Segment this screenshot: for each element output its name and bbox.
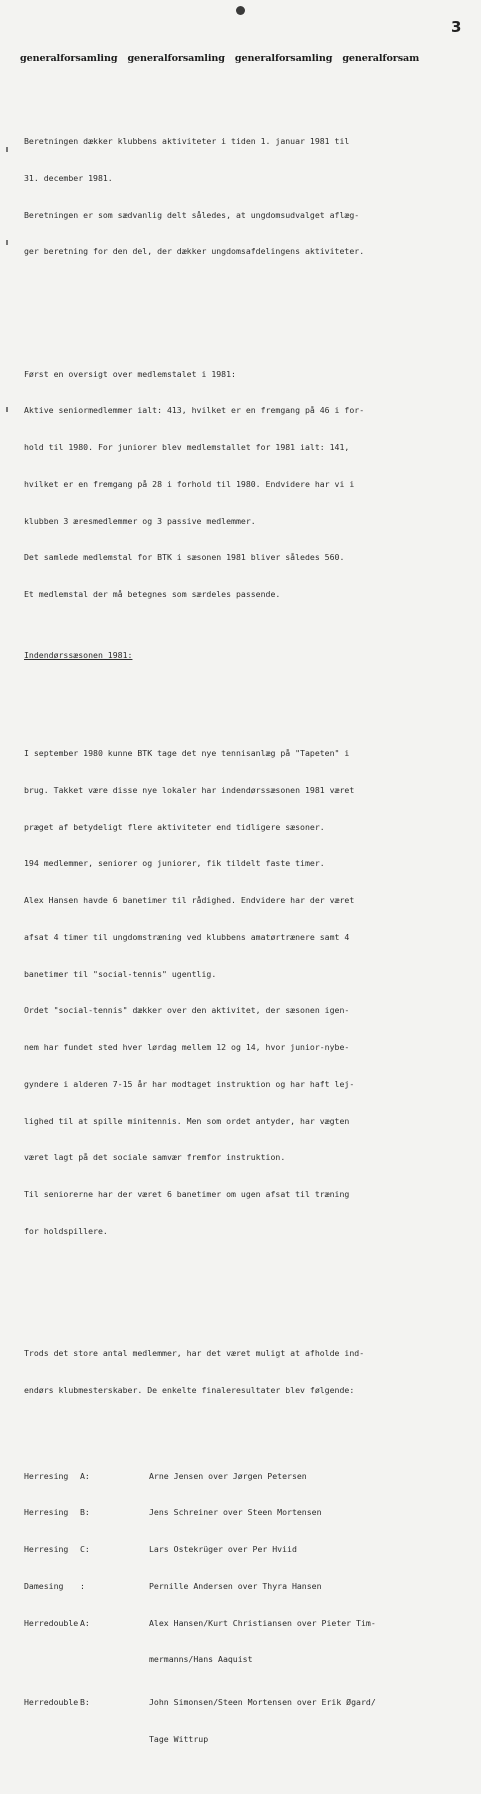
text-line: for holdspillere.: [24, 1225, 108, 1236]
result-text: Alex Hansen/Kurt Christiansen over Pieter Tim-: [149, 1617, 376, 1628]
header-banner: [20, 53, 480, 64]
result-row: [24, 1696, 474, 1708]
banner-word: generalforsamling: [127, 53, 225, 64]
text-line: Til seniorerne har der været 6 banetimer om ugen afsat til træning: [24, 1189, 350, 1199]
result-text: John Simonsen/Steen Mortensen over Erik Øgard/: [149, 1697, 376, 1707]
text-line: hvilket er en fremgang på 28 i forhold til 1980. Endvidere har vi i: [24, 478, 355, 489]
text-line: Ordet "social-tennis" dækker over den aktivitet, der sæsonen igen-: [24, 1005, 350, 1016]
result-row-continued: [24, 1733, 474, 1745]
text-line: brug. Takket være disse nye lokaler har indendørssæsonen 1981 været: [24, 784, 355, 795]
text-line: Det samlede medlemstal for BTK i sæsonen 1981 bliver således 560.: [24, 552, 345, 563]
result-text: mermanns/Hans Aaquist: [149, 1654, 253, 1665]
text-line: lighed til at spille minitennis. Men som ordet antyder, har vægten: [24, 1115, 350, 1126]
result-class: B:: [80, 1507, 90, 1518]
result-row: [24, 1543, 474, 1555]
text-line: nem har fundet sted hver lørdag mellem 12 og 14, hvor junior-nybe-: [24, 1042, 350, 1052]
margin-mark: [6, 407, 8, 412]
result-category: Herresing: [24, 1544, 69, 1554]
result-text: Arne Jensen over Jørgen Petersen: [149, 1470, 307, 1481]
result-text: Jens Schreiner over Steen Mortensen: [149, 1507, 322, 1518]
result-class: C:: [80, 1544, 90, 1554]
result-row: [24, 1580, 474, 1592]
result-class: A:: [80, 1470, 90, 1481]
result-class: :: [80, 1580, 85, 1591]
margin-mark: [6, 240, 8, 245]
banner-word: generalforsamling: [234, 53, 333, 64]
text-line: 31. december 1981.: [24, 172, 113, 183]
punch-hole: [236, 6, 245, 15]
result-class: B:: [80, 1697, 90, 1707]
text-line: Beretningen dækker klubbens aktiviteter i tiden 1. januar 1981 til: [24, 136, 350, 146]
result-category: Herresing: [24, 1470, 69, 1481]
result-category: Damesing: [24, 1580, 64, 1591]
result-category: Herredouble: [24, 1617, 79, 1628]
text-line: klubben 3 æresmedlemmer og 3 passive medlemmer.: [24, 515, 256, 526]
text-line: gyndere i alderen 7-15 år har modtaget instruktion og har haft lej-: [24, 1078, 355, 1089]
result-category: Herredouble: [24, 1697, 79, 1707]
text-line: afsat 4 timer til ungdomstræning ved klubbens amatørtrænere samt 4: [24, 931, 350, 942]
banner-word: generalforsamling: [20, 53, 118, 64]
members-paragraph: [24, 343, 474, 625]
intro-paragraph: [24, 111, 474, 283]
result-class: A:: [80, 1617, 90, 1628]
text-line: Alex Hansen havde 6 banetimer til rådighed. Endvidere har der været: [24, 895, 355, 905]
text-line: 194 medlemmer, seniorer og juniorer, fik tildelt faste timer.: [24, 858, 325, 869]
result-row: [24, 1506, 474, 1518]
result-row: [24, 1617, 474, 1629]
section-heading: Indendørssæsonen 1981:: [24, 650, 133, 661]
text-line: Beretningen er som sædvanlig delt således, at ungdomsudvalget aflæg-: [24, 209, 360, 220]
result-text: Tage Wittrup: [149, 1733, 209, 1744]
banner-word: generalforsam: [342, 53, 420, 64]
text-line: hold til 1980. For juniorer blev medlemstallet for 1981 ialt: 141,: [24, 442, 350, 452]
text-line: endørs klubmesterskaber. De enkelte finaleresultater blev følgende:: [24, 1384, 355, 1395]
text-line: Et medlemstal der må betegnes som særdeles passende.: [24, 589, 281, 599]
result-text: Lars Ostekrüger over Per Hviid: [149, 1544, 297, 1554]
results-table: [24, 1445, 474, 1770]
result-row-continued: [24, 1653, 474, 1665]
text-line: Først en oversigt over medlemstalet i 1981:: [24, 368, 236, 379]
margin-mark: [6, 147, 8, 152]
results-intro: [24, 1323, 474, 1421]
indoor-paragraph: [24, 723, 474, 1262]
text-line: Aktive seniormedlemmer ialt: 413, hvilket er en fremgang på 46 i for-: [24, 405, 365, 416]
text-line: ger beretning for den del, der dækker ungdomsafdelingens aktiviteter.: [24, 246, 365, 257]
result-category: Herresing: [24, 1507, 69, 1518]
result-text: Pernille Andersen over Thyra Hansen: [149, 1580, 322, 1591]
body-text: [24, 86, 474, 1794]
text-line: været lagt på det sociale samvær fremfor instruktion.: [24, 1152, 286, 1163]
text-line: I september 1980 kunne BTK tage det nye tennisanlæg på "Tapeten" i: [24, 748, 350, 758]
result-row: [24, 1470, 474, 1482]
text-line: banetimer til "social-tennis" ugentlig.: [24, 968, 217, 979]
text-line: præget af betydeligt flere aktiviteter end tidligere sæsoner.: [24, 821, 325, 832]
page-number: 3: [451, 18, 462, 36]
text-line: Trods det store antal medlemmer, har det været muligt at afholde ind-: [24, 1348, 365, 1358]
